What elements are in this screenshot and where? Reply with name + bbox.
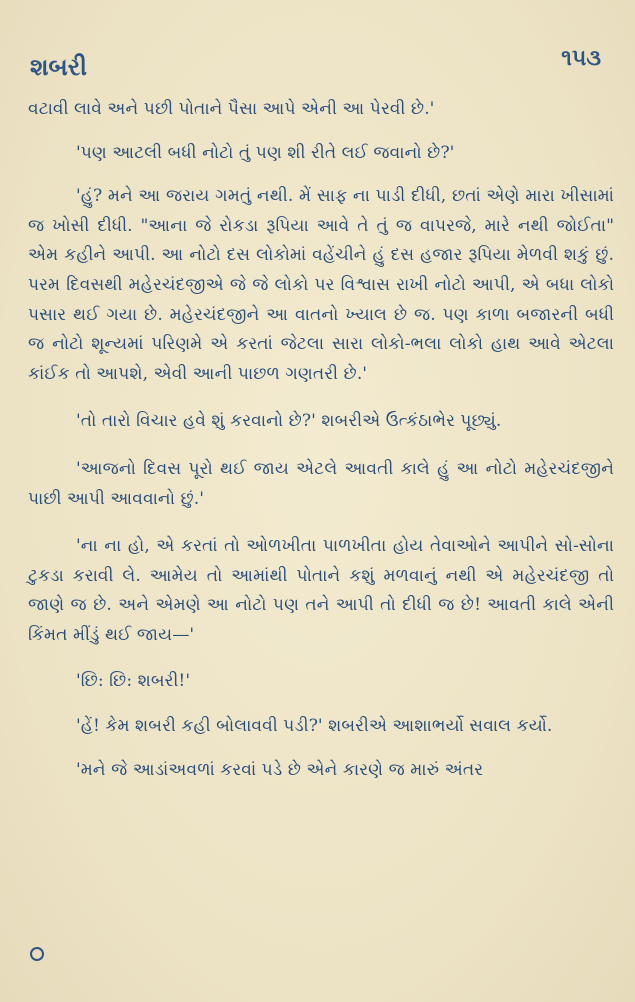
body-text [28, 95, 614, 785]
paragraph: 'મને જે આડાંઅવળાં કરવાં પડે છે એને કારણે જ મારું અંતર [76, 759, 484, 780]
running-head-title: શબરી [30, 52, 88, 81]
paragraph: 'હેં! કેમ શબરી કહી બોલાવવી પડી?' શબરીએ આશાભર્યો સવાલ કર્યો. [76, 716, 553, 737]
paragraph: 'આજનો દિવસ પૂરો થઈ જાય એટલે આવતી કાલે હું આ નોટો મહેરચંદજીને પાછી આપી આવવાનો છું.' [28, 458, 614, 509]
paragraph: 'ના ના હો, એ કરતાં તો ઓળખીતા પાળખીતા હોય તેવાઓને આપીને સો-સોના ટુકડા કરાવી લે. આમેય તો આમાંથી પોતાને કશું મળવાનું નથી એ મહેરચંદજી તો જાણે જ છે. અને એમણે આ નોટો પણ તને આપી તો દીધી જ છે! આવતી કાલે એની કિંમત મીંડું થઈ જાય—' [28, 536, 614, 645]
paragraph: 'પણ આટલી બધી નોટો તું પણ શી રીતે લઈ જવાનો છે?' [76, 142, 455, 163]
paragraph: 'તો તારો વિચાર હવે શું કરવાનો છે?' શબરીએ ઉત્કંઠાભેર પૂછ્યું. [76, 411, 502, 432]
paragraph: 'છિ: છિ: શબરી!' [76, 670, 191, 691]
paragraph: 'હું? મને આ જરાય ગમતું નથી. મેં સાફ ના પાડી દીધી, છતાં એણે મારા ખીસામાં જ ખોસી દીધી. "આના જે રોકડા રૂપિયા આવે તે તું જ વાપરજે, મારે નથી જોઈતા" એમ કહીને આપી. આ નોટો દસ લોકોમાં વહેંચીને હું દસ હજાર રૂપિયા મેળવી શકું છું. પરમ દિવસથી મહેરચંદજીએ જે જે લોકો પર વિશ્વાસ રાખી નોટો આપી, એ બધા લોકો પસાર થઈ ગયા છે. મહેરચંદજીને આ વાતનો ખ્યાલ છે જ. પણ કાળા બજારની બધી જ નોટો શૂન્યમાં પરિણમે એ કરતાં જેટલા સારા લોકો-ભલા લોકો હાથ આવે એટલા કાંઈક તો આપશે, એવી આની પાછળ ગણતરી છે.' [28, 186, 614, 384]
paragraph: વટાવી લાવે અને પછી પોતાને પૈસા આપે એની આ પેરવી છે.' [28, 99, 435, 119]
page-number: ૧૫૩ [561, 45, 601, 71]
signature-mark-icon [30, 947, 44, 961]
